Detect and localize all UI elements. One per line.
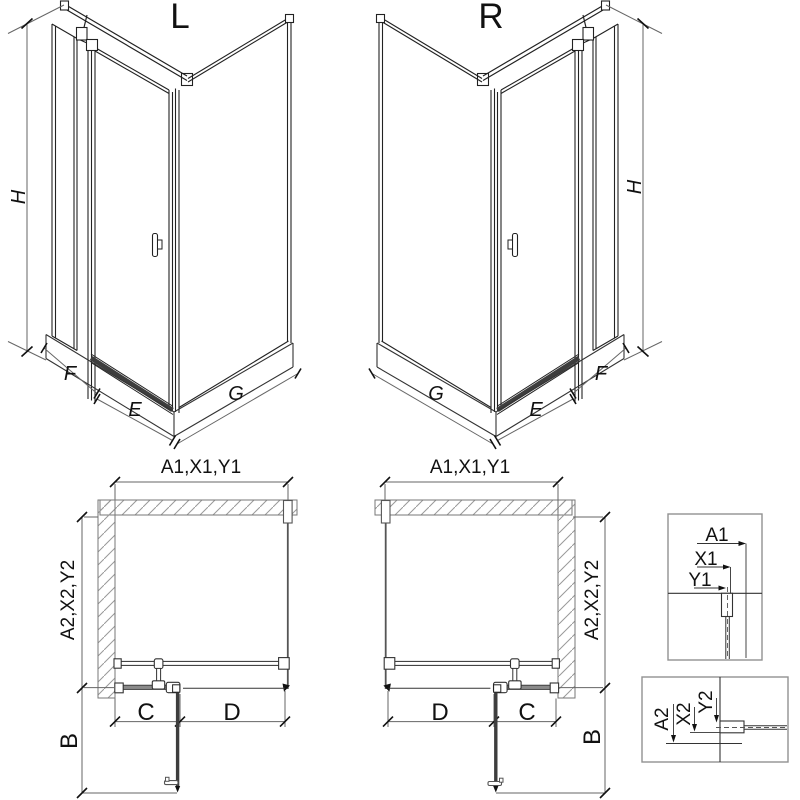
plan-right-door-dim: D <box>431 699 449 726</box>
plan-right-side-dim: A2,X2,Y2 <box>582 559 603 641</box>
dim-label-height-right: H <box>624 179 646 195</box>
wall-profile <box>115 683 123 693</box>
wall-left-hatched <box>98 500 115 698</box>
dim-label-door-left: E <box>128 399 142 421</box>
plan-right-fixed-dim: C <box>518 699 536 726</box>
iso-view-right-linework <box>369 1 662 449</box>
variant-right-title: R <box>478 0 504 36</box>
door-handle-iso <box>153 234 158 257</box>
wall-profile-section <box>722 593 733 616</box>
stabilizer-bar <box>392 661 552 665</box>
wall-top-hatched <box>375 500 572 515</box>
detail-depth-inner-label: X2 <box>674 702 695 726</box>
detail-depth-axis-label: Y2 <box>696 690 717 714</box>
plan-left-door-swing-dim: B <box>56 732 83 750</box>
detail-width-outer-label: A1 <box>705 525 729 546</box>
stabilizer-bar <box>121 661 281 665</box>
plan-right-top-dim: A1,X1,Y1 <box>429 457 511 478</box>
plan-right-door-swing-dim: B <box>579 728 606 746</box>
dim-label-side-panel-right: F <box>594 363 608 385</box>
wall-top-hatched <box>100 500 297 515</box>
detail-depth-outer-label: A2 <box>652 707 673 731</box>
dim-label-door-right: E <box>529 399 543 421</box>
variant-left-title: L <box>170 0 190 36</box>
detail-width-axis-label: Y1 <box>688 570 712 591</box>
plan-left-fixed-dim: C <box>137 699 155 726</box>
iso-view-left-linework <box>8 1 301 449</box>
wall-profile-section <box>720 721 744 733</box>
wall-right-hatched <box>558 500 575 698</box>
plan-view-right <box>375 477 610 798</box>
dim-label-side-panel-left: F <box>63 363 77 385</box>
plan-left-top-dim: A1,X1,Y1 <box>160 457 242 478</box>
dim-label-side-wall-left: G <box>228 383 244 405</box>
dim-label-height-left: H <box>8 189 30 205</box>
wall-profile <box>550 683 558 693</box>
plan-view-left <box>77 477 297 798</box>
detail-width-inner-label: X1 <box>694 549 718 570</box>
dim-label-side-wall-right: G <box>428 383 444 405</box>
plan-left-side-dim: A2,X2,Y2 <box>58 559 79 641</box>
plan-left-door-dim: D <box>223 699 241 726</box>
